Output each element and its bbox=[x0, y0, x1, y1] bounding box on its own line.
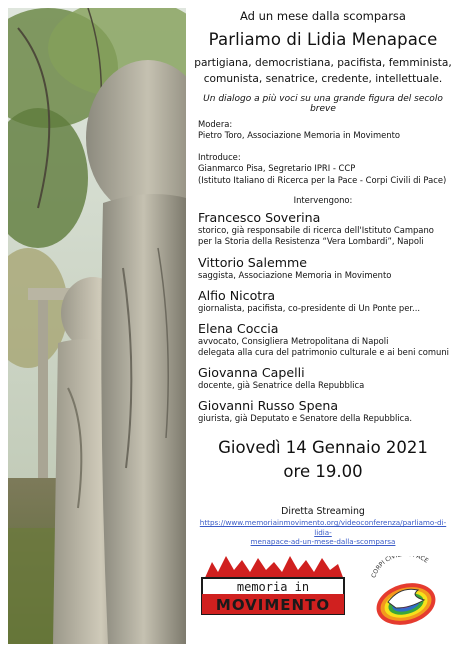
speaker-item bbox=[198, 398, 456, 424]
speaker-item bbox=[198, 210, 456, 248]
memoria-in-movimento-logo bbox=[198, 550, 348, 620]
event-date: Giovedì 14 Gennaio 2021 bbox=[218, 438, 428, 457]
streaming-url-line-1[interactable]: https://www.memoriainmovimento.org/videoconferenza/parliamo-di-lidia- bbox=[199, 518, 447, 537]
speaker-name: Giovanni Russo Spena bbox=[198, 398, 339, 413]
speaker-name: Francesco Soverina bbox=[198, 210, 321, 225]
streaming-url-line-2[interactable]: menapace-ad-un-mese-dalla-scomparsa bbox=[250, 537, 396, 547]
event-time: ore 19.00 bbox=[283, 462, 363, 481]
tagline-line-1: partigiana, democristiana, pacifista, femminista, bbox=[194, 57, 452, 69]
speaker-name: Giovanna Capelli bbox=[198, 365, 305, 380]
speaker-name: Vittorio Salemme bbox=[198, 255, 308, 270]
intro-label: Introduce: bbox=[198, 152, 241, 162]
speaker-desc: giornalista, pacifista, co-presidente di Un Ponte per... bbox=[198, 303, 421, 313]
intro-line-1: Gianmarco Pisa, Segretario IPRI - CCP bbox=[198, 163, 356, 174]
corpi-civili-di-pace-logo bbox=[366, 556, 446, 632]
subtitle: Ad un mese dalla scomparsa bbox=[240, 9, 406, 23]
speaker-desc: avvocato, Consigliera Metropolitana di Napoli bbox=[198, 336, 389, 346]
intro-block bbox=[198, 152, 456, 186]
speaker-item bbox=[198, 255, 456, 281]
speaker-name: Alfio Nicotra bbox=[198, 288, 276, 303]
speakers-heading: Intervengono: bbox=[293, 195, 353, 205]
moderator-text: Pietro Toro, Associazione Memoria in Movimento bbox=[198, 130, 400, 141]
moderator-block bbox=[198, 119, 456, 142]
speaker-desc: docente, già Senatrice della Repubblica bbox=[198, 380, 365, 390]
speaker-desc: delegata alla cura del patrimonio culturale e ai beni comuni bbox=[198, 347, 449, 358]
statues-photo-illustration bbox=[8, 8, 186, 644]
memoria-logo-graphic bbox=[198, 550, 348, 620]
corpi-civili-logo-graphic bbox=[366, 556, 446, 632]
memoria-line-2: MOVIMENTO bbox=[215, 596, 331, 614]
corpi-civili-text: CORPI CIV ACE bbox=[370, 556, 430, 579]
dialogo-subtitle: Un dialogo a più voci su una grande figura del secolo breve bbox=[203, 94, 443, 114]
streaming-link[interactable] bbox=[196, 518, 450, 547]
moderator-label: Modera: bbox=[198, 119, 233, 129]
speaker-name: Elena Coccia bbox=[198, 321, 279, 336]
streaming-label: Diretta Streaming bbox=[281, 506, 365, 517]
intro-line-2: (Istituto Italiano di Ricerca per la Pace - Corpi Civili di Pace) bbox=[198, 174, 447, 185]
speaker-desc: per la Storia della Resistenza “Vera Lombardi”, Napoli bbox=[198, 236, 424, 247]
statues-photo bbox=[8, 8, 186, 644]
page-title: Parliamo di Lidia Menapace bbox=[208, 30, 438, 49]
speaker-item bbox=[198, 288, 456, 314]
memoria-line-1: memoria in bbox=[236, 580, 310, 594]
speaker-item bbox=[198, 365, 456, 391]
tagline-line-2: comunista, senatrice, credente, intellettuale. bbox=[203, 73, 443, 85]
speaker-desc: giurista, già Deputato e Senatore della Repubblica. bbox=[198, 413, 412, 423]
speaker-desc: storico, già responsabile di ricerca dell'Istituto Campano bbox=[198, 225, 434, 235]
speaker-desc: saggista, Associazione Memoria in Movimento bbox=[198, 270, 392, 280]
speaker-item bbox=[198, 321, 456, 359]
